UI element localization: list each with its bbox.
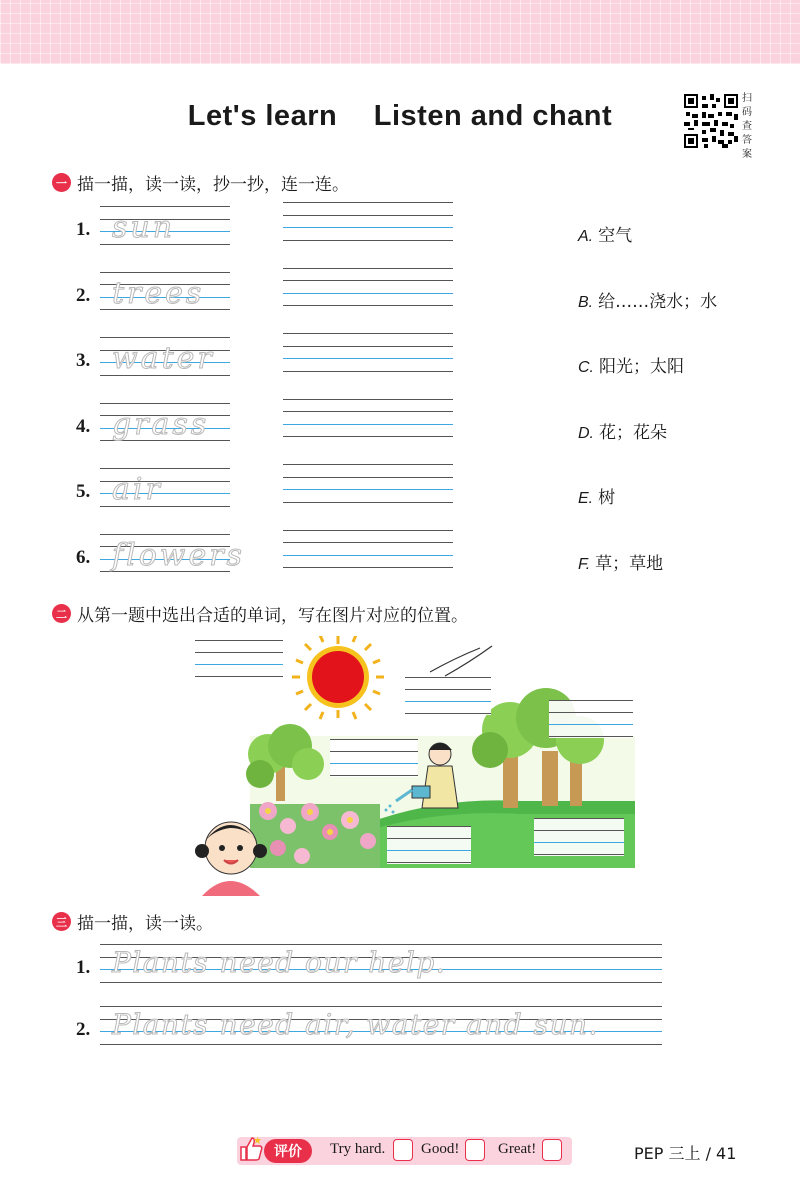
- option-text: 空气: [598, 226, 633, 246]
- guide-line: [534, 854, 624, 855]
- guide-line: [100, 534, 230, 535]
- guide-line: [330, 775, 418, 776]
- qr-code-icon[interactable]: [684, 94, 738, 148]
- guide-line: [283, 371, 453, 372]
- guide-line: [283, 333, 453, 334]
- checkbox-great[interactable]: [542, 1139, 562, 1161]
- title-lets-learn: Let's learn: [187, 100, 338, 132]
- guide-line: [195, 676, 283, 677]
- flowers-icon: [250, 802, 380, 868]
- guide-line: [283, 464, 453, 465]
- thumbs-up-icon: [238, 1134, 264, 1162]
- trace-sentence: Plants need our help.: [112, 946, 447, 979]
- copy-writing-lines[interactable]: [283, 464, 453, 504]
- trace-word: trees: [112, 275, 205, 311]
- item-number: 1.: [76, 219, 91, 240]
- option-text: 花；花朵: [599, 422, 667, 443]
- item-number: 5.: [76, 481, 91, 502]
- guide-line: [283, 477, 453, 478]
- guide-line: [405, 689, 491, 690]
- guide-line: [330, 763, 418, 764]
- guide-line: [387, 826, 471, 827]
- guide-line: [534, 818, 624, 819]
- item-number: 2.: [76, 284, 91, 306]
- guide-line: [100, 337, 230, 338]
- answer-box-flowers[interactable]: [387, 826, 471, 864]
- section1-instruction: 描一描，读一读，抄一抄，连一连。: [77, 175, 349, 195]
- guide-line: [100, 272, 230, 273]
- guide-line: [283, 502, 453, 503]
- option-great: Great!: [498, 1141, 537, 1157]
- match-option[interactable]: [578, 549, 663, 574]
- guide-line: [283, 202, 453, 203]
- guide-line: [405, 677, 491, 678]
- checkbox-try-hard[interactable]: [393, 1139, 413, 1161]
- option-letter: A.: [578, 228, 594, 245]
- item-number: 2.: [76, 1019, 91, 1040]
- option-letter: D.: [578, 424, 594, 442]
- guide-line: [283, 555, 453, 556]
- guide-line: [283, 305, 453, 306]
- guide-line: [283, 227, 453, 228]
- option-text: 树: [598, 488, 616, 508]
- trace-word: sun: [112, 210, 176, 245]
- guide-line: [405, 713, 491, 714]
- option-letter: C.: [578, 359, 594, 376]
- item-number: 6.: [76, 546, 91, 568]
- section3-heading: [52, 909, 213, 934]
- guide-line: [100, 944, 662, 945]
- section2-instruction: 从第一题中选出合适的单词，写在图片对应的位置。: [77, 606, 468, 626]
- guide-line: [100, 403, 230, 404]
- section2-heading: [52, 601, 468, 626]
- section2-badge: 二: [52, 604, 71, 623]
- guide-line: [387, 838, 471, 839]
- guide-line: [283, 240, 453, 241]
- guide-line: [330, 739, 418, 740]
- guide-line: [195, 664, 283, 665]
- title-listen-chant: Listen and chant: [373, 100, 613, 132]
- checkbox-good[interactable]: [465, 1139, 485, 1161]
- guide-line: [387, 850, 471, 851]
- guide-line: [195, 640, 283, 641]
- match-option[interactable]: [578, 352, 684, 377]
- guide-line: [283, 293, 453, 294]
- copy-writing-lines[interactable]: [283, 268, 453, 308]
- option-letter: E.: [578, 490, 594, 507]
- guide-line: [100, 468, 230, 469]
- option-text: 草；草地: [595, 553, 664, 574]
- match-option[interactable]: [578, 287, 717, 312]
- guide-line: [405, 701, 491, 702]
- guide-line: [283, 399, 453, 400]
- item-number: 4.: [76, 415, 91, 437]
- item-number: 3.: [76, 350, 91, 371]
- guide-line: [549, 736, 633, 737]
- page-number: PEP 三上 / 41: [634, 1144, 737, 1163]
- section1-badge: 一: [52, 173, 71, 192]
- trace-sentence: Plants need air, water and sun.: [112, 1008, 599, 1041]
- match-option[interactable]: [578, 418, 667, 443]
- top-decorative-band: [0, 0, 800, 64]
- trace-word: air: [112, 472, 163, 507]
- item-number: 1.: [76, 957, 91, 978]
- guide-line: [283, 215, 453, 216]
- guide-line: [534, 830, 624, 831]
- evaluation-label: 评价: [264, 1139, 312, 1163]
- option-text: 给……浇水；水: [598, 291, 718, 312]
- guide-line: [283, 424, 453, 425]
- option-letter: B.: [578, 293, 594, 311]
- guide-line: [283, 411, 453, 412]
- section3-badge: 三: [52, 912, 71, 931]
- page-title: [0, 100, 800, 133]
- guide-line: [283, 530, 453, 531]
- guide-line: [283, 436, 453, 437]
- guide-line: [100, 982, 662, 983]
- option-try-hard: Try hard.: [330, 1141, 386, 1157]
- guide-line: [387, 862, 471, 863]
- copy-writing-lines[interactable]: [283, 530, 453, 570]
- answer-box-water[interactable]: [330, 739, 418, 777]
- guide-line: [330, 751, 418, 752]
- option-letter: F.: [578, 555, 591, 573]
- trace-word: flowers: [112, 537, 245, 573]
- answer-box-grass[interactable]: [534, 818, 624, 856]
- match-option[interactable]: [578, 221, 632, 246]
- guide-line: [283, 346, 453, 347]
- guide-line: [283, 280, 453, 281]
- guide-line: [100, 1006, 662, 1007]
- guide-line: [283, 489, 453, 490]
- guide-line: [534, 842, 624, 843]
- copy-writing-lines[interactable]: [283, 202, 453, 242]
- guide-line: [549, 724, 633, 725]
- section1-heading: [52, 170, 349, 195]
- guide-line: [195, 652, 283, 653]
- guide-line: [549, 700, 633, 701]
- option-text: 阳光；太阳: [599, 357, 684, 377]
- answer-box-sun[interactable]: [195, 640, 283, 678]
- copy-writing-lines[interactable]: [283, 399, 453, 439]
- guide-line: [283, 567, 453, 568]
- guide-line: [283, 542, 453, 543]
- guide-line: [283, 358, 453, 359]
- trace-word: grass: [112, 406, 210, 442]
- sun-icon: [292, 636, 384, 719]
- guide-line: [100, 206, 230, 207]
- guide-line: [283, 268, 453, 269]
- qr-label: 扫码查答案: [742, 93, 752, 160]
- guide-line: [549, 712, 633, 713]
- section3-instruction: 描一描，读一读。: [77, 914, 213, 934]
- answer-box-trees[interactable]: [549, 700, 633, 738]
- guide-line: [100, 1044, 662, 1045]
- option-good: Good!: [421, 1141, 460, 1157]
- wind-lines-icon: [430, 646, 492, 676]
- match-option[interactable]: [578, 483, 615, 508]
- answer-box-air[interactable]: [405, 677, 491, 715]
- copy-writing-lines[interactable]: [283, 333, 453, 373]
- trace-word: water: [112, 341, 215, 376]
